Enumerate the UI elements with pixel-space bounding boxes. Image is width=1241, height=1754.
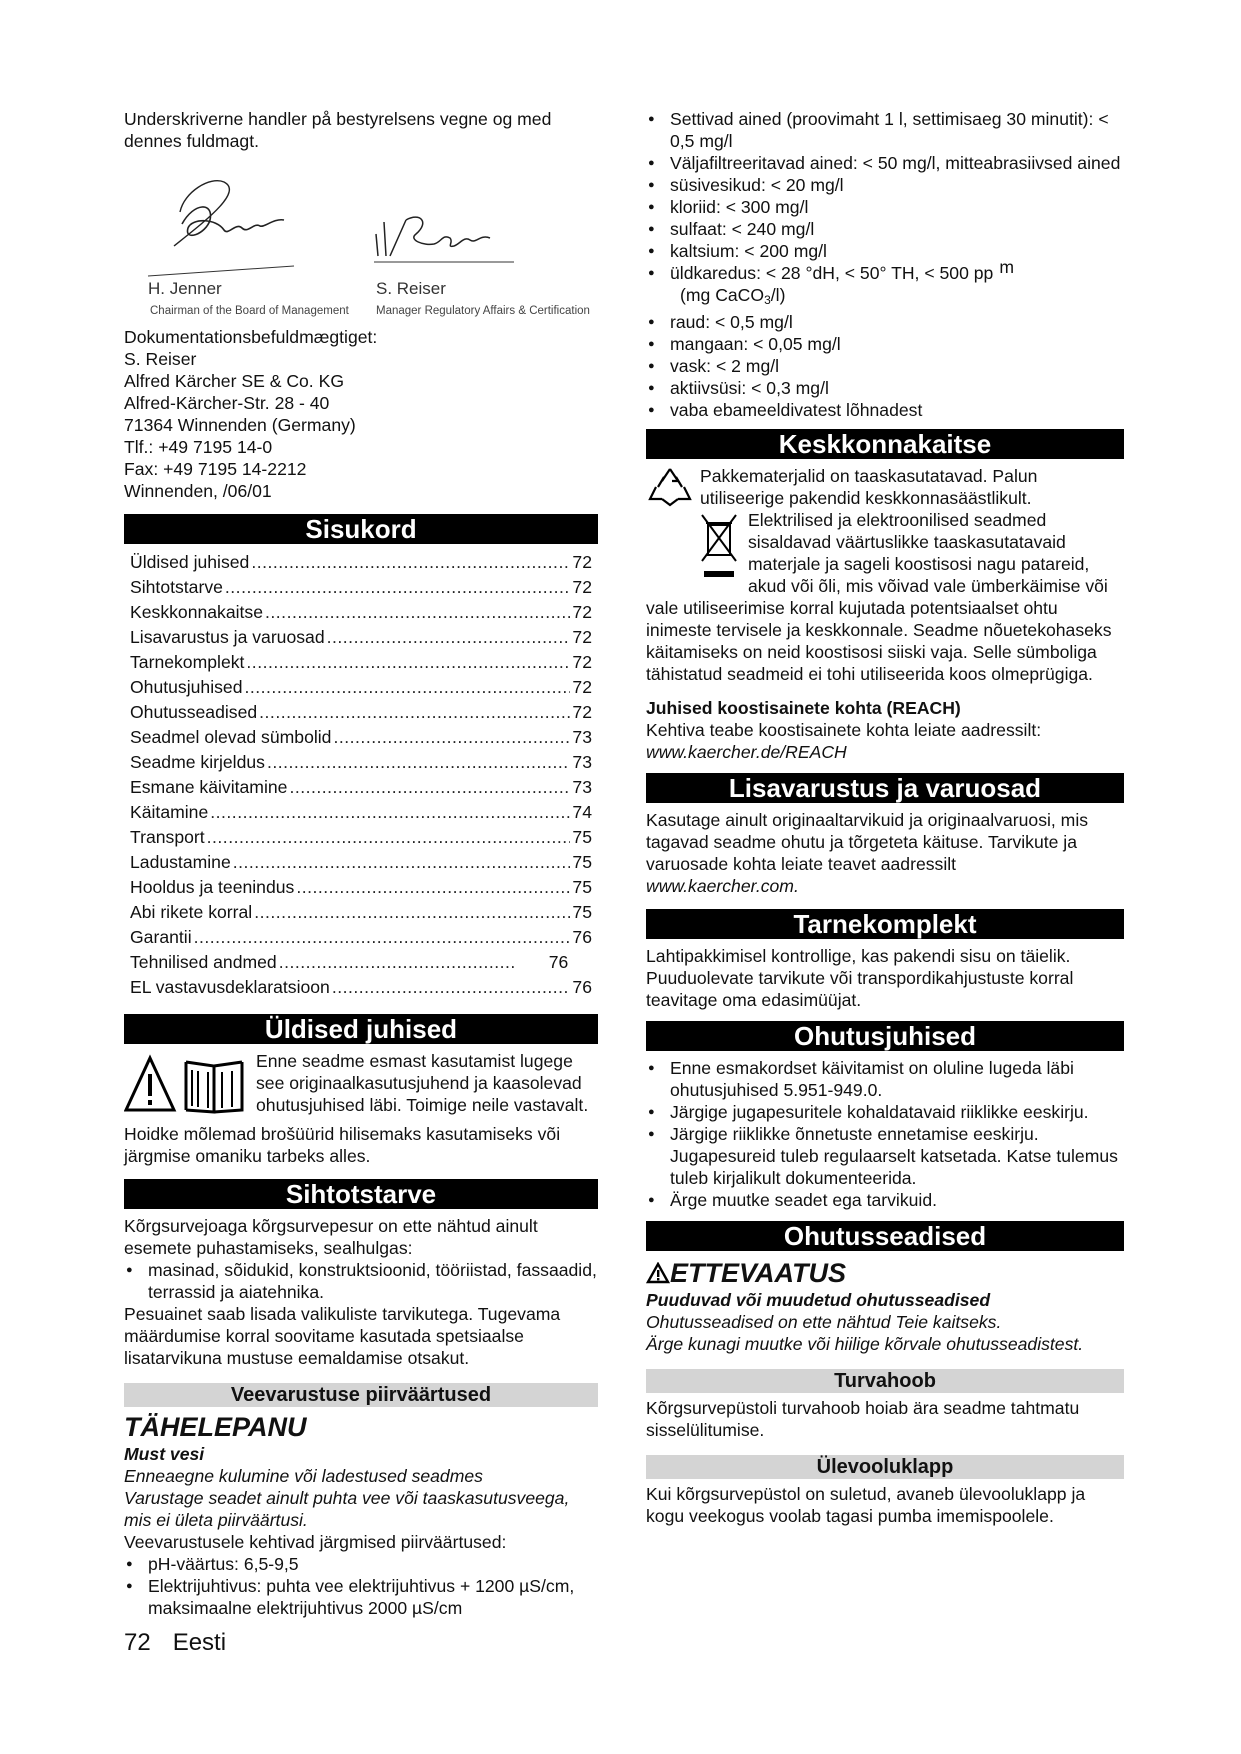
- list-item: ● üldkaredus: < 28 °dH, < 50° TH, < 500 pp m (mg CaCO$_3$/l): [646, 262, 1124, 311]
- accessories-text: Kasutage ainult originaaltarvikuid ja originaalvaruosi, mis tagavad seadme ohutu ja tõrgeteta käituse. Tarvikute ja varuosade kohta leiate teavet aadressilt: [646, 810, 1089, 874]
- caution-icon: [646, 1262, 670, 1284]
- caution-title: ETTEVAATUS: [646, 1257, 1124, 1289]
- general-text-2: Hoidke mõlemad brošüürid hilisemaks kasutamiseks või järgmise omaniku tarbeks alles.: [124, 1124, 561, 1166]
- purpose-list: [124, 1259, 598, 1303]
- general-text: Enne seadme esmast kasutamist lugege see originaalkasutusjuhend ja kaasolevad ohutusjuhised läbi. Toimige neile vastavalt.: [256, 1051, 589, 1115]
- toc-row[interactable]: Abi rikete korral ..... 75: [130, 900, 592, 925]
- toc-row[interactable]: Garantii ..... 76: [130, 925, 592, 950]
- signature-block: [124, 162, 598, 328]
- safety-list: [646, 1057, 1124, 1211]
- list-item: ● raud: < 0,5 mg/l: [646, 311, 1124, 333]
- toc-row[interactable]: Ladustamine ..... 75: [130, 850, 592, 875]
- page-footer: [124, 1628, 248, 1658]
- water-list: [124, 1553, 598, 1619]
- list-item: ● pH-väärtus: 6,5-9,5: [124, 1553, 598, 1575]
- environment-text-1: Pakkematerjalid on taaskasutatavad. Palun utiliseerige pakendid keskkonnasäästlikult.: [700, 466, 1038, 508]
- general-section: [124, 1050, 598, 1167]
- notice-text-1: Enneaegne kulumine või ladestused seadmes: [124, 1466, 483, 1486]
- intro-text: Underskriverne handler på bestyrelsens vegne og med dennes fuldmagt.: [124, 109, 552, 151]
- water-list-continued: [646, 108, 1124, 421]
- list-item: ● vaba ebameeldivatest lõhnadest: [646, 399, 1124, 421]
- list-item: ● Elektrijuhtivus: puhta vee elektrijuhtivus + 1200 µS/cm, maksimaalne elektrijuhtivus 2000 µS/cm: [124, 1575, 598, 1619]
- left-column: [124, 108, 598, 1619]
- toc-heading: Sisukord: [124, 514, 598, 544]
- list-item: ● Settivad ained (proovimaht 1 l, settimisaeg 30 minutit): < 0,5 mg/l: [646, 108, 1124, 152]
- environment-heading: Keskkonnakaitse: [646, 429, 1124, 459]
- list-item: ● sulfaat: < 240 mg/l: [646, 218, 1124, 240]
- toc-row[interactable]: Sihtotstarve ..... 72: [130, 575, 592, 600]
- overflow-text: Kui kõrgsurvepüstol on suletud, avaneb ülevooluklapp ja kogu veekogus voolab tagasi pumba imemispoolele.: [646, 1484, 1086, 1526]
- address-line: Alfred Kärcher SE & Co. KG: [124, 371, 345, 391]
- toc-row[interactable]: Esmane käivitamine ..... 73: [130, 775, 592, 800]
- safety-devices-heading: Ohutusseadised: [646, 1221, 1124, 1251]
- footer-language: Eesti: [172, 1629, 227, 1656]
- address-line: Fax: +49 7195 14-2212: [124, 459, 307, 479]
- address-line: Alfred-Kärcher-Str. 28 - 40: [124, 393, 330, 413]
- environment-section: [646, 465, 1124, 685]
- list-item: ● Ärge muutke seadet ega tarvikuid.: [646, 1189, 1124, 1211]
- reach-link[interactable]: www.kaercher.de/REACH: [646, 742, 847, 762]
- notice-text-2: Varustage seadet ainult puhta vee või taaskasutusveega, mis ei ületa piirväärtusi.: [124, 1488, 570, 1530]
- trigger-text: Kõrgsurvepüstoli turvahoob hoiab ära seadme tahtmatu sisselülitumise.: [646, 1398, 1080, 1440]
- accessories-heading: Lisavarustus ja varuosad: [646, 773, 1124, 803]
- overflow-heading: Ülevooluklapp: [646, 1455, 1124, 1479]
- svg-text:H. Jenner: H. Jenner: [148, 279, 222, 298]
- notice-subtitle: Must vesi: [124, 1444, 205, 1464]
- address-line: S. Reiser: [124, 349, 197, 369]
- svg-text:Chairman of the Board of Manag: Chairman of the Board of Management: [150, 305, 349, 317]
- signature-jenner-icon: [182, 207, 284, 235]
- toc-row[interactable]: Hooldus ja teenindus ..... 75: [130, 875, 592, 900]
- trigger-heading: Turvahoob: [646, 1369, 1124, 1393]
- purpose-text: Kõrgsurvejoaga kõrgsurvepesur on ette nähtud ainult esemete puhastamiseks, sealhulgas:: [124, 1216, 538, 1258]
- accessories-link[interactable]: www.kaercher.com.: [646, 876, 799, 896]
- reach-text: Kehtiva teabe koostisainete kohta leiate aadressilt:: [646, 720, 1042, 740]
- list-item: ● süsivesikud: < 20 mg/l: [646, 174, 1124, 196]
- water-limits-heading: Veevarustuse piirväärtused: [124, 1383, 598, 1407]
- list-item: ● vask: < 2 mg/l: [646, 355, 1124, 377]
- purpose-heading: Sihtotstarve: [124, 1179, 598, 1209]
- warning-manual-icon: [124, 1052, 248, 1121]
- toc-row[interactable]: Üldised juhised ..... 72: [130, 550, 592, 575]
- list-item: ● Järgige jugapesuritele kohaldatavaid riiklikke eeskirju.: [646, 1101, 1124, 1123]
- toc-row[interactable]: EL vastavusdeklaratsioon ..... 76: [130, 975, 592, 1000]
- general-heading: Üldised juhised: [124, 1014, 598, 1044]
- toc-row[interactable]: Seadme kirjeldus ..... 73: [130, 750, 592, 775]
- purpose-text-2: Pesuainet saab lisada valikuliste tarvikutega. Tugevama määrdumise korral soovitame kasutada spetsiaalse lisatarvikuna mustuse eemaldamise otsakut.: [124, 1304, 561, 1368]
- address-block: [124, 326, 598, 502]
- scope-text: Lahtipakkimisel kontrollige, kas pakendi sisu on täielik. Puuduolevate tarvikute või transpordikahjustuste korral teavitage oma edasimüüjat.: [646, 946, 1074, 1010]
- toc-row[interactable]: Ohutusjuhised ..... 72: [130, 675, 592, 700]
- caution-text-1: Ohutusseadised on ette nähtud Teie kaitseks.: [646, 1312, 1002, 1332]
- svg-text:Manager Regulatory Affairs & C: Manager Regulatory Affairs & Certification: [376, 305, 590, 317]
- environment-text-2: Elektrilised ja elektroonilised seadmed sisaldavad väärtuslikke taaskasutatavaid materjale ja sageli koostisosi nagu patareid, akud või õli, mis võivad vale ümberkäimise või vale utiliseerimise korral kujutada potentsiaalset ohtu inimeste tervisele ja keskkonnale. Seadme nõuetekohaseks käitamiseks on neid koostisosi siiski vaja. Selle sümboliga tähistatud seadmeid ei tohi utiliseerida koos olmeprügiga.: [646, 510, 1112, 684]
- list-item: ● Väljafiltreeritavad ained: < 50 mg/l, mitteabrasiivsed ained: [646, 152, 1124, 174]
- notice-title: TÄHELEPANU: [124, 1412, 307, 1442]
- list-item: ● mangaan: < 0,05 mg/l: [646, 333, 1124, 355]
- signature-reiser-icon: [376, 217, 490, 256]
- wheelie-bin-crossed-icon: [700, 511, 738, 590]
- signature-images: [124, 162, 598, 328]
- list-item: ● Järgige riiklikke õnnetuste ennetamise eeskirju. Jugapesureid tuleb regulaarselt katsetada. Katse tulemus tuleb kirjalikult dokumenteerida.: [646, 1123, 1124, 1189]
- right-column: [646, 108, 1124, 1527]
- safety-heading: Ohutusjuhised: [646, 1021, 1124, 1051]
- toc-row[interactable]: Tehnilised andmed ..... 76: [130, 950, 592, 975]
- list-item: ● Enne esmakordset käivitamist on oluline lugeda läbi ohutusjuhised 5.951-949.0.: [646, 1057, 1124, 1101]
- page-number: 72: [124, 1629, 151, 1656]
- svg-text:S. Reiser: S. Reiser: [376, 279, 446, 298]
- list-item: ● kaltsium: < 200 mg/l: [646, 240, 1124, 262]
- table-of-contents: [130, 550, 592, 1000]
- address-line: 71364 Winnenden (Germany): [124, 415, 356, 435]
- toc-row[interactable]: Tarnekomplekt ..... 72: [130, 650, 592, 675]
- address-line: Dokumentationsbefuldmægtiget:: [124, 327, 378, 347]
- scope-heading: Tarnekomplekt: [646, 909, 1124, 939]
- caution-subtitle: Puuduvad või muudetud ohutusseadised: [646, 1290, 991, 1310]
- recycle-icon: [646, 465, 694, 514]
- toc-row[interactable]: Seadmel olevad sümbolid ..... 73: [130, 725, 592, 750]
- address-line: Winnenden, /06/01: [124, 481, 272, 501]
- list-item: ● kloriid: < 300 mg/l: [646, 196, 1124, 218]
- reach-title: Juhised koostisainete kohta (REACH): [646, 698, 961, 718]
- address-line: Tlf.: +49 7195 14-0: [124, 437, 273, 457]
- caution-text-2: Ärge kunagi muutke või hiilige kõrvale ohutusseadistest.: [646, 1334, 1084, 1354]
- toc-row[interactable]: Lisavarustus ja varuosad ..... 72: [130, 625, 592, 650]
- list-item: ● masinad, sõidukid, konstruktsioonid, tööriistad, fassaadid, terrassid ja aiatehnika.: [124, 1259, 598, 1303]
- water-text: Veevarustusele kehtivad järgmised piirväärtused:: [124, 1532, 507, 1552]
- toc-row[interactable]: Käitamine ..... 74: [130, 800, 592, 825]
- toc-row[interactable]: Keskkonnakaitse ..... 72: [130, 600, 592, 625]
- toc-row[interactable]: Ohutusseadised ..... 72: [130, 700, 592, 725]
- toc-row[interactable]: Transport ..... 75: [130, 825, 592, 850]
- list-item: ● aktiivsüsi: < 0,3 mg/l: [646, 377, 1124, 399]
